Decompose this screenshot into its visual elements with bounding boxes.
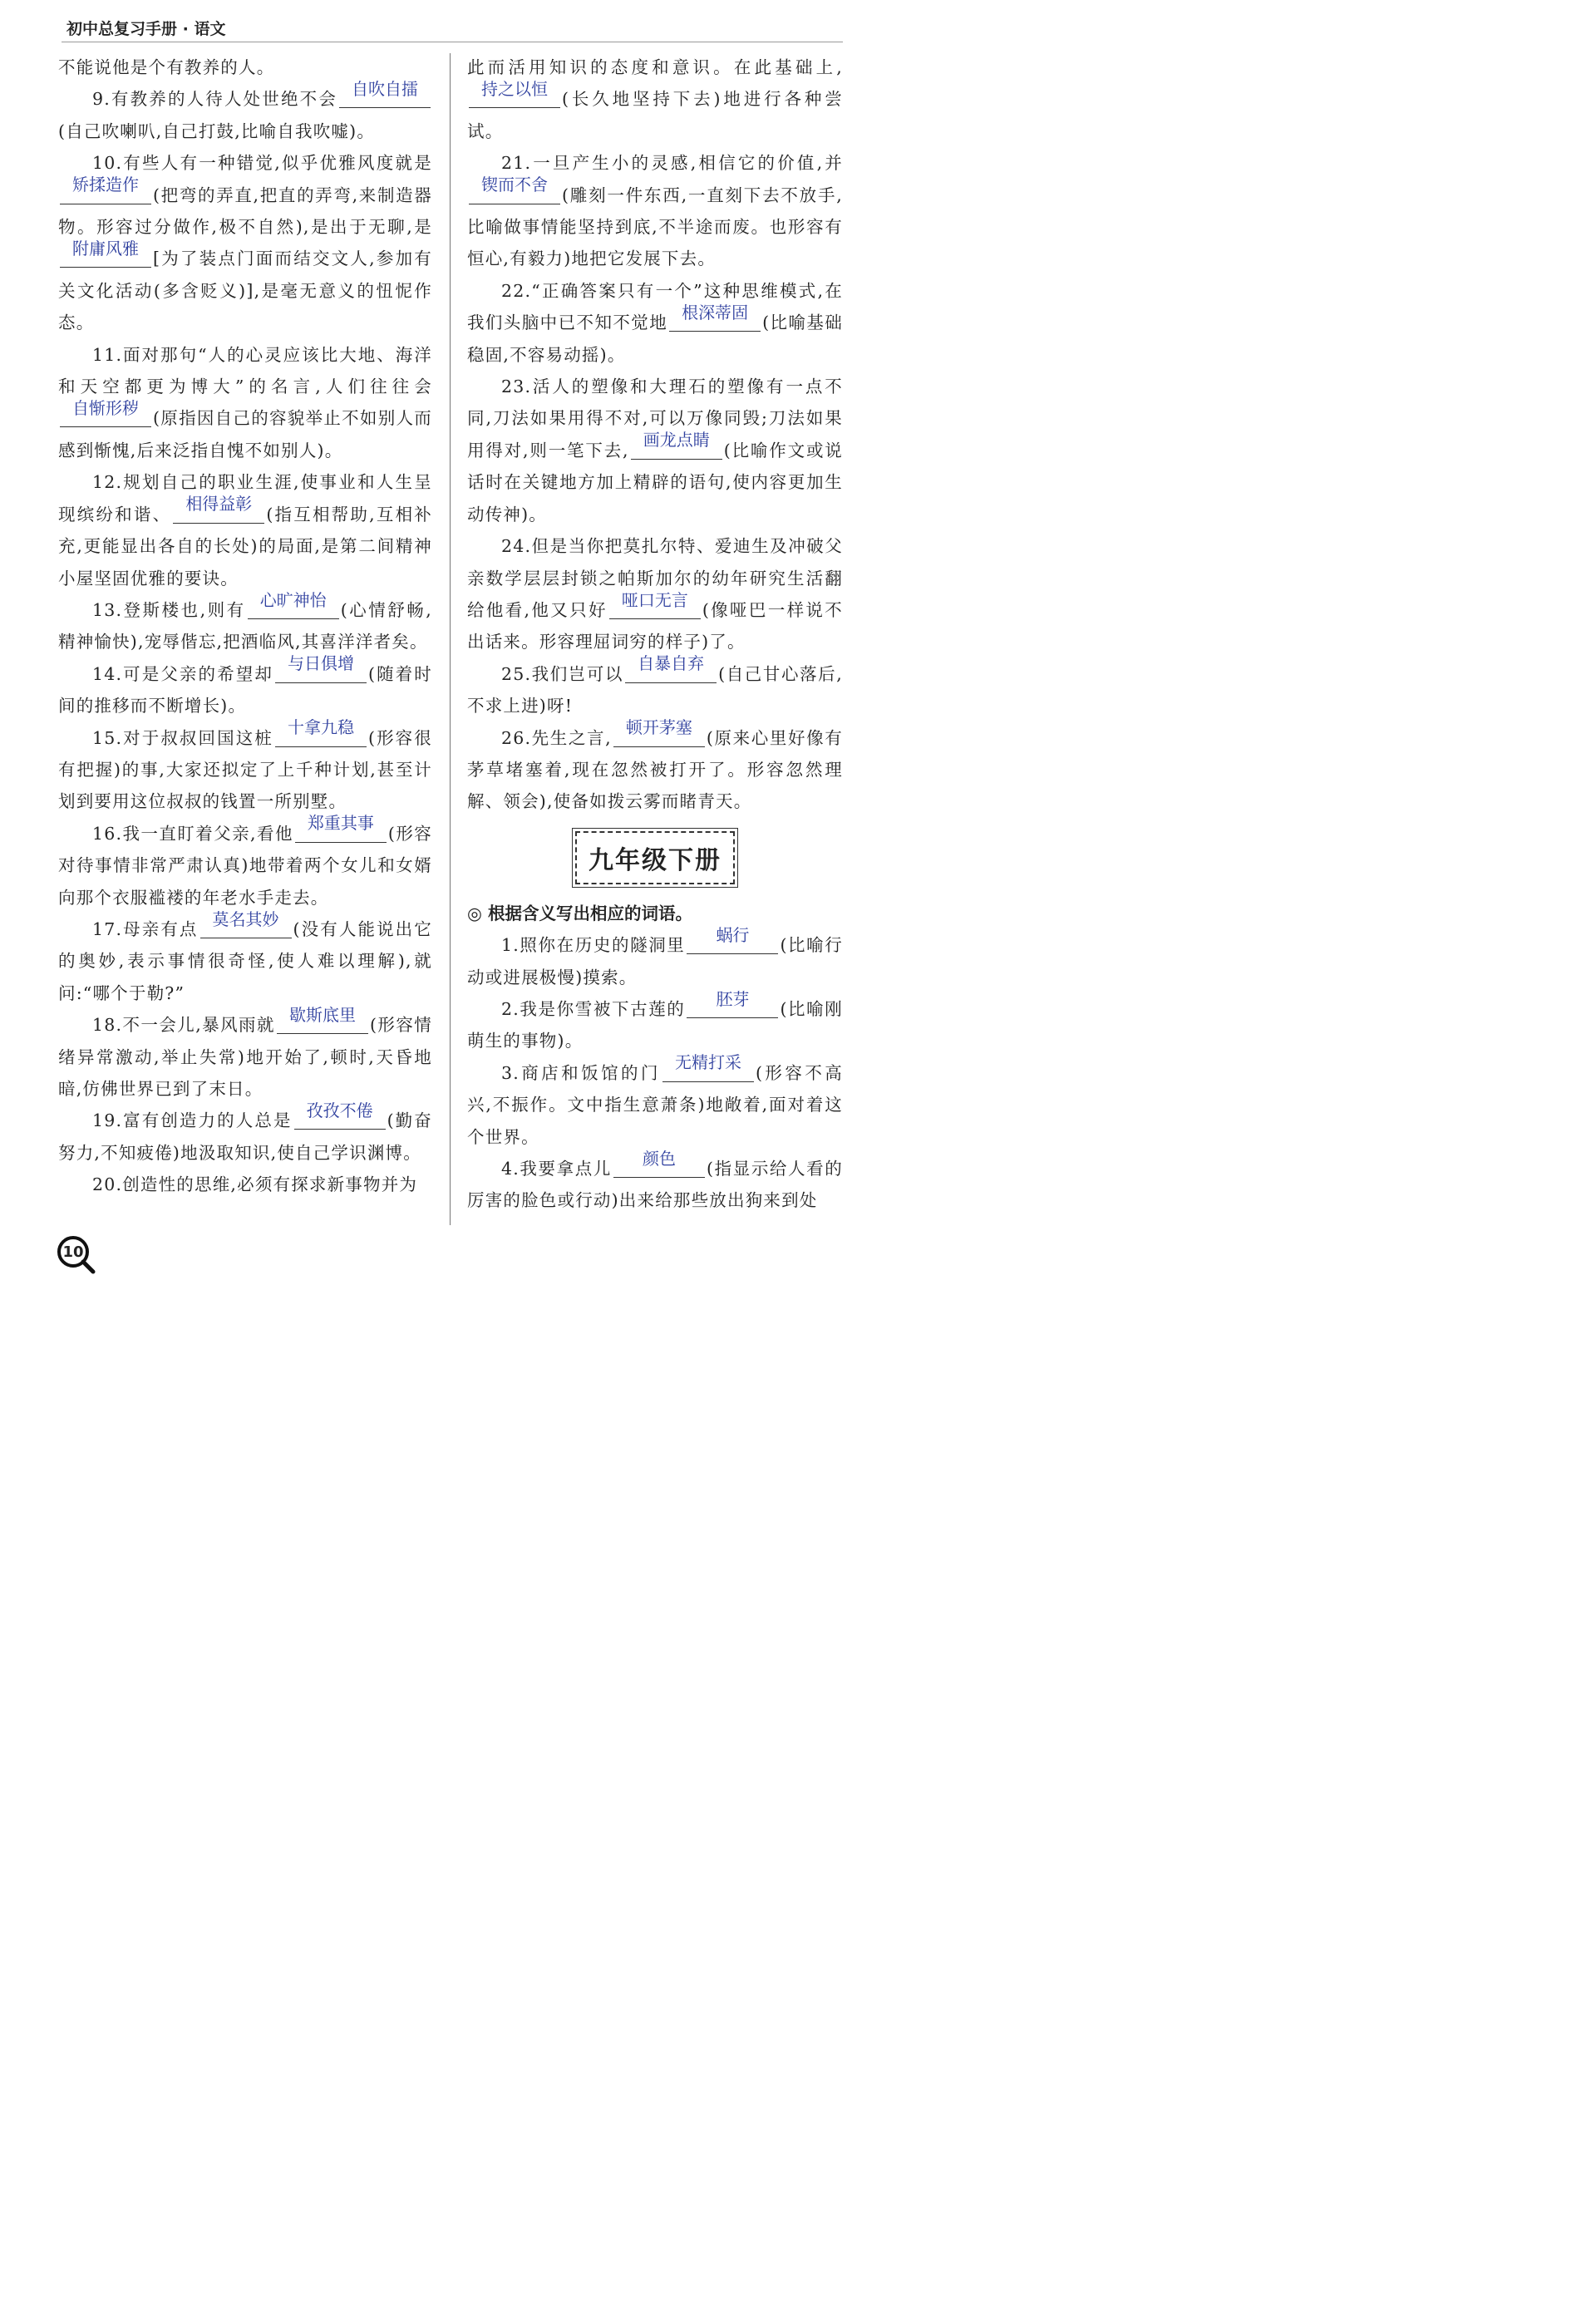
- answer-text: 顿开茅塞: [625, 717, 692, 738]
- exercise-paragraph: [467, 988, 843, 1057]
- answer-text: 哑口无言: [621, 589, 688, 610]
- exercise-paragraph: [58, 813, 432, 913]
- exercise-paragraph: [467, 717, 843, 818]
- paragraph-text: (形容不高兴,不振作。文中指生意萧条)地敞着,面对着这个世界。: [467, 1062, 843, 1147]
- right-column-items: [467, 52, 843, 818]
- paragraph-text: 23.活人的塑像和大理石的塑像有一点不同,刀法如果用得不对,可以万像同毁;刀法如果用得对,则一笔下去,: [467, 377, 843, 460]
- paragraph-text: 17.母亲有点: [92, 918, 199, 939]
- answer-blank: [275, 653, 367, 683]
- paragraph-text: (长久地坚持下去)地进行各种尝试。: [467, 89, 843, 141]
- answer-text: 莫名其妙: [212, 908, 279, 929]
- paragraph-text: 3.商店和饭馆的门: [501, 1062, 661, 1083]
- answer-text: 孜孜不倦: [306, 1100, 373, 1120]
- paragraph-text: (比喻刚萌生的事物)。: [467, 998, 843, 1051]
- exercise-paragraph: [58, 1004, 432, 1105]
- answer-blank: [662, 1052, 754, 1082]
- answer-text: 锲而不舍: [481, 175, 548, 195]
- paragraph-text: 16.我一直盯着父亲,看他: [92, 823, 293, 844]
- grade-title: 九年级下册: [575, 831, 735, 884]
- answer-blank: [60, 398, 151, 427]
- answer-blank: [687, 924, 778, 954]
- answer-blank: [625, 653, 717, 683]
- answer-text: 歇斯底里: [288, 1004, 356, 1025]
- answer-blank: [609, 589, 701, 619]
- paragraph-text: 15.对于叔叔回国这桩: [92, 727, 273, 748]
- answer-blank: [60, 239, 151, 268]
- paragraph-text: (像哑巴一样说不出话来。形容理屈词穷的样子)了。: [467, 599, 843, 652]
- answer-text: 自惭形秽: [72, 398, 139, 419]
- paragraph-text: 18.不一会儿,暴风雨就: [92, 1015, 275, 1036]
- answer-text: 十拿九稳: [287, 717, 354, 738]
- paragraph-text: (自己吹喇叭,自己打鼓,比喻自我吹嘘)。: [58, 121, 376, 141]
- exercise-paragraph: [58, 908, 432, 1009]
- answer-blank: [60, 175, 151, 204]
- answer-blank: [173, 494, 264, 524]
- right-column: [467, 52, 843, 1217]
- answer-text: 相得益彰: [185, 494, 253, 515]
- answer-blank: [469, 175, 560, 204]
- answer-text: 自暴自弃: [638, 653, 705, 674]
- paragraph-text: (比喻基础稳固,不容易动摇)。: [467, 313, 844, 365]
- exercise-paragraph: [58, 79, 432, 147]
- answer-text: 根深蒂固: [682, 302, 749, 323]
- paragraph-text: [为了装点门面而结交文人,参加有关文化活动(多含贬义)],是毫无意义的忸怩作态。: [58, 249, 432, 333]
- paragraph-text: (自己甘心落后,不求上进)呀!: [467, 663, 843, 716]
- exercise-paragraph: [58, 466, 432, 594]
- answer-text: 颜色: [642, 1148, 676, 1169]
- section-heading: ◎ 根据含义写出相应的词语。: [467, 903, 693, 923]
- answer-blank: [613, 717, 705, 747]
- answer-text: 矫揉造作: [72, 175, 139, 195]
- exercise-paragraph: [467, 52, 843, 147]
- paragraph-text: (雕刻一件东西,一直刻下去不放手,比喻做事情能坚持到底,不半途而废。也形容有恒心,有毅力)地把它发展下去。: [467, 185, 843, 269]
- paragraph-text: 4.我要拿点儿: [501, 1159, 612, 1179]
- paragraph-text: 13.登斯楼也,则有: [92, 599, 246, 620]
- exercise-paragraph: [58, 1100, 432, 1169]
- exercise-paragraph: [467, 924, 843, 993]
- paragraph-text: (比喻作文或说话时在关键地方加上精辟的语句,使内容更加生动传神)。: [467, 440, 843, 524]
- answer-blank: [613, 1148, 705, 1178]
- grade-title-wrap: [467, 831, 843, 884]
- answer-blank: [248, 589, 339, 619]
- answer-blank: [277, 1004, 368, 1034]
- paragraph-text: 此而活用知识的态度和意识。在此基础上,: [467, 57, 843, 77]
- answer-text: 胚芽: [716, 988, 750, 1009]
- answer-text: 无精打采: [674, 1052, 741, 1073]
- paragraph-text: 19.富有创造力的人总是: [92, 1110, 293, 1131]
- paragraph-text: (原指因自己的容貌举止不如别人而感到惭愧,后来泛指自愧不如别人)。: [58, 408, 432, 460]
- paragraph-text: (随着时间的推移而不断增长)。: [58, 663, 432, 716]
- exercise-paragraph: [58, 653, 432, 722]
- paragraph-text: (勤奋努力,不知疲倦)地汲取知识,使自己学识渊博。: [58, 1110, 432, 1163]
- paragraph-text: 2.我是你雪被下古莲的: [501, 998, 686, 1019]
- answer-blank: [295, 813, 387, 843]
- paragraph-text: 10.有些人有一种错觉,似乎优雅风度就是: [92, 153, 432, 174]
- paragraph-text: 22.“正确答案只有一个”这种思维模式,在我们头脑中已不知不觉地: [467, 280, 843, 333]
- answer-blank: [339, 79, 431, 108]
- paragraph-text: (指互相帮助,互相补充,更能显出各自的长处)的局面,是第二间精神小屋坚固优雅的要诀。: [58, 504, 432, 588]
- paragraph-text: (指显示给人看的厉害的脸色或行动)出来给那些放出狗来到处: [467, 1159, 843, 1211]
- answer-text: 自吹自擂: [352, 79, 418, 99]
- paragraph-text: 26.先生之言,: [501, 727, 612, 748]
- answer-text: 心旷神怡: [259, 589, 327, 610]
- answer-text: 与日俱增: [287, 653, 354, 674]
- exercise-paragraph: [58, 717, 432, 818]
- answer-blank: [294, 1100, 386, 1130]
- paragraph-text: 24.但是当你把莫扎尔特、爱迪生及冲破父亲数学层层封锁之帕斯加尔的幼年研究生活翻给他看,他又只好: [467, 536, 843, 620]
- exercise-paragraph: [467, 1052, 843, 1153]
- paragraph-text: 14.可是父亲的希望却: [92, 663, 273, 684]
- answer-text: 画龙点睛: [643, 430, 710, 451]
- paragraph-text: 12.规划自己的职业生涯,使事业和人生呈现缤纷和谐、: [58, 472, 432, 524]
- column-divider: [450, 53, 451, 1225]
- paragraph-text: 1.照你在历史的隧洞里: [501, 935, 686, 956]
- header-title: 初中总复习手册 · 语文: [66, 20, 226, 38]
- answer-blank: [631, 430, 722, 460]
- paragraph-text: 25.我们岂可以: [501, 663, 624, 684]
- exercise-paragraph: [467, 530, 843, 658]
- exercise-paragraph: [467, 275, 843, 371]
- answer-text: 蜗行: [716, 924, 750, 945]
- answer-text: 附庸风雅: [72, 239, 139, 259]
- paragraph-text: (形容情绪异常激动,举止失常)地开始了,顿时,天昏地暗,仿佛世界已到了末日。: [58, 1015, 432, 1099]
- page-number: 10: [62, 1243, 84, 1261]
- page-number-badge: [57, 1235, 96, 1275]
- paragraph-text: 21.一旦产生小的灵感,相信它的价值,并: [501, 153, 843, 174]
- exercise-paragraph: [58, 147, 432, 338]
- paragraph-text: (形容很有把握)的事,大家还拟定了上千种计划,甚至计划到要用这位叔叔的钱置一所别墅。: [58, 727, 432, 812]
- paragraph-text: (把弯的弄直,把直的弄弯,来制造器物。形容过分做作,极不自然),是出于无聊,是: [58, 185, 432, 238]
- exercise-paragraph: [467, 1148, 843, 1217]
- answer-text: 郑重其事: [307, 813, 374, 834]
- paragraph-text: (形容对待事情非常严肃认真)地带着两个女儿和女婿向那个衣服褴褛的年老水手走去。: [58, 823, 432, 908]
- paragraph-text: 20.创造性的思维,必须有探求新事物并为: [92, 1174, 418, 1195]
- exercise-paragraph: [58, 339, 432, 467]
- paragraph-text: (没有人能说出它的奥妙,表示事情很奇怪,使人难以理解),就问:“哪个于勒?”: [58, 918, 432, 1003]
- exercise-paragraph: [467, 147, 843, 275]
- answer-blank: [200, 908, 292, 938]
- paragraph-text: (原来心里好像有茅草堵塞着,现在忽然被打开了。形容忽然理解、领会),使备如拨云雾而睹青天。: [467, 727, 843, 812]
- paragraph-text: (比喻行动或进展极慢)摸索。: [467, 935, 843, 987]
- left-column: [58, 52, 432, 1201]
- paragraph-text: 9.有教养的人待人处世绝不会: [92, 89, 337, 110]
- exercise-paragraph: [467, 371, 843, 530]
- exercise-paragraph: [58, 589, 433, 658]
- answer-text: 持之以恒: [481, 79, 548, 99]
- answer-blank: [669, 302, 761, 332]
- paragraph-text: 11.面对那句“人的心灵应该比大地、海洋和天空都更为博大”的名言,人们往往会: [58, 344, 432, 397]
- right-column-exercises: [467, 924, 843, 1217]
- answer-blank: [469, 79, 560, 108]
- page-header: [62, 12, 843, 42]
- paragraph-text: (心情舒畅,精神愉快),宠辱偕忘,把酒临风,其喜洋洋者矣。: [58, 599, 433, 652]
- answer-blank: [687, 988, 778, 1018]
- answer-blank: [275, 717, 367, 747]
- paragraph-text: 不能说他是个有教养的人。: [58, 57, 275, 77]
- exercise-paragraph: [58, 1169, 432, 1200]
